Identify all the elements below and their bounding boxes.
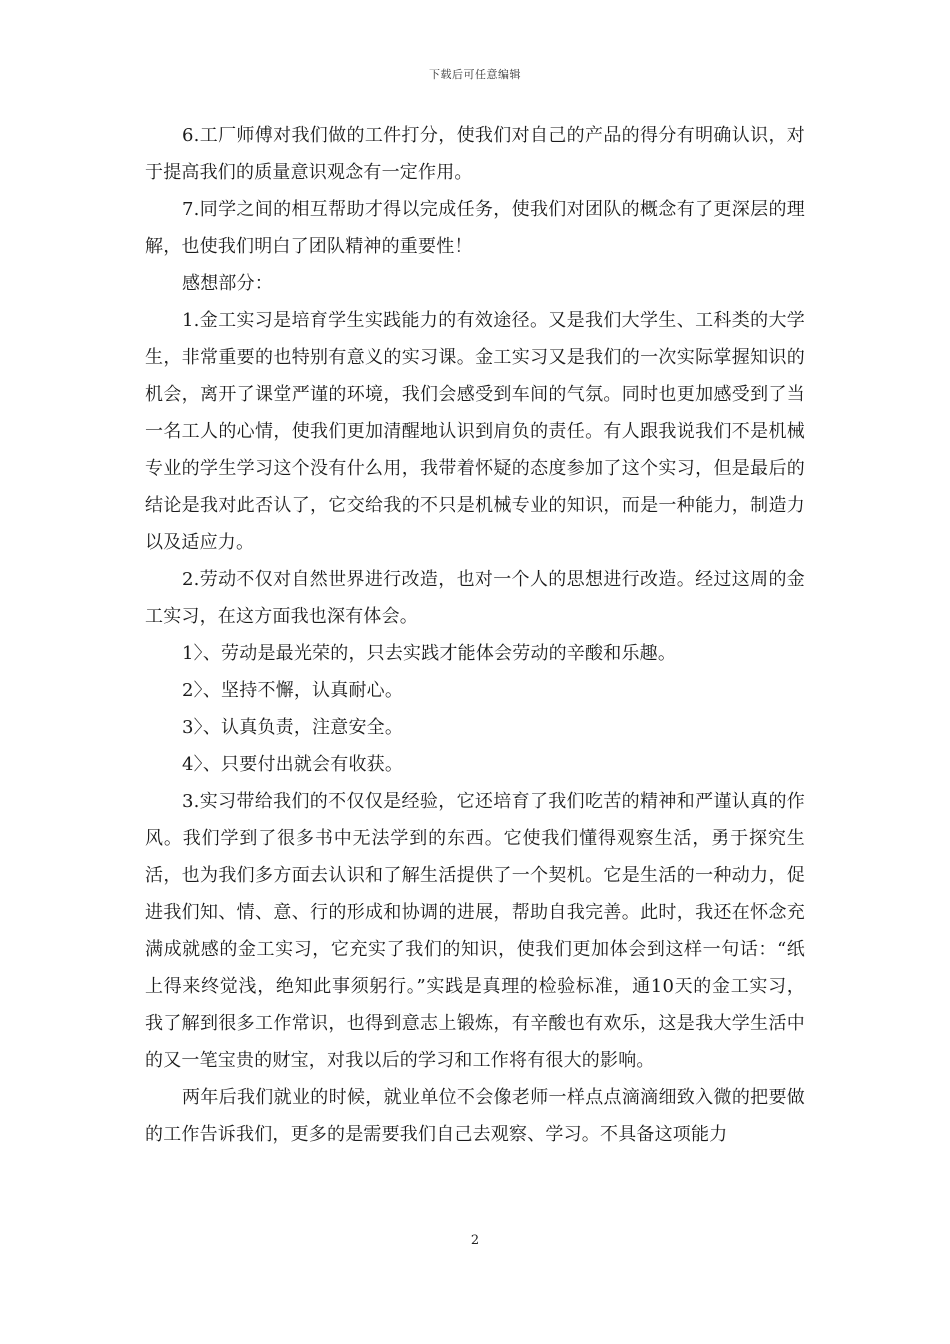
page-number: 2 xyxy=(470,1233,480,1248)
paragraph-reflection-1: 1.金工实习是培育学生实践能力的有效途径。又是我们大学生、工科类的大学生，非常重要的也特别有意义的实习课。金工实习又是我们的一次实际掌握知识的机会，离开了课堂严谨的环境，我们会感受到车间的气氛。同时也更加感受到了当一名工人的心情，使我们更加清醒地认识到肩负的责任。有人跟我说我们不是机械专业的学生学习这个没有什么用，我带着怀疑的态度参加了这个实习，但是最后的结论是我对此否认了，它交给我的不只是机械专业的知识，而是一种能力，制造力以及适应力。 xyxy=(145,310,805,553)
paragraph-reflection-2: 2.劳动不仅对自然世界进行改造，也对一个人的思想进行改造。经过这周的金工实习，在这方面我也深有体会。 xyxy=(145,569,805,627)
list-item-1: 1〉、劳动是最光荣的，只去实践才能体会劳动的辛酸和乐趣。 xyxy=(182,643,677,664)
paragraph-item-6: 6.工厂师傅对我们做的工件打分，使我们对自己的产品的得分有明确认识，对于提高我们的质量意识观念有一定作用。 xyxy=(145,125,805,183)
section-heading-reflections: 感想部分： xyxy=(182,273,273,294)
list-item-3: 3〉、认真负责，注意安全。 xyxy=(182,717,404,738)
paragraph-item-7: 7.同学之间的相互帮助才得以完成任务，使我们对团队的概念有了更深层的理解，也使我们明白了团队精神的重要性！ xyxy=(145,199,805,257)
document-body xyxy=(145,117,805,1153)
paragraph-employment: 两年后我们就业的时候，就业单位不会像老师一样点点滴滴细致入微的把要做的工作告诉我们，更多的是需要我们自己去观察、学习。不具备这项能力 xyxy=(145,1087,805,1145)
list-item-4: 4〉、只要付出就会有收获。 xyxy=(182,754,404,775)
page-header: 下载后可任意编辑 xyxy=(429,68,521,81)
paragraph-reflection-3: 3.实习带给我们的不仅仅是经验，它还培育了我们吃苦的精神和严谨认真的作风。我们学到了很多书中无法学到的东西。它使我们懂得观察生活，勇于探究生活，也为我们多方面去认识和了解生活提供了一个契机。它是生活的一种动力，促进我们知、情、意、行的形成和协调的进展，帮助自我完善。此时，我还在怀念充满成就感的金工实习，它充实了我们的知识，使我们更加体会到这样一句话：“纸上得来终觉浅，绝知此事须躬行。”实践是真理的检验标准，通10天的金工实习，我了解到很多工作常识，也得到意志上锻炼，有辛酸也有欢乐，这是我大学生活中的又一笔宝贵的财宝，对我以后的学习和工作将有很大的影响。 xyxy=(145,791,805,1071)
list-item-2: 2〉、坚持不懈，认真耐心。 xyxy=(182,680,404,701)
